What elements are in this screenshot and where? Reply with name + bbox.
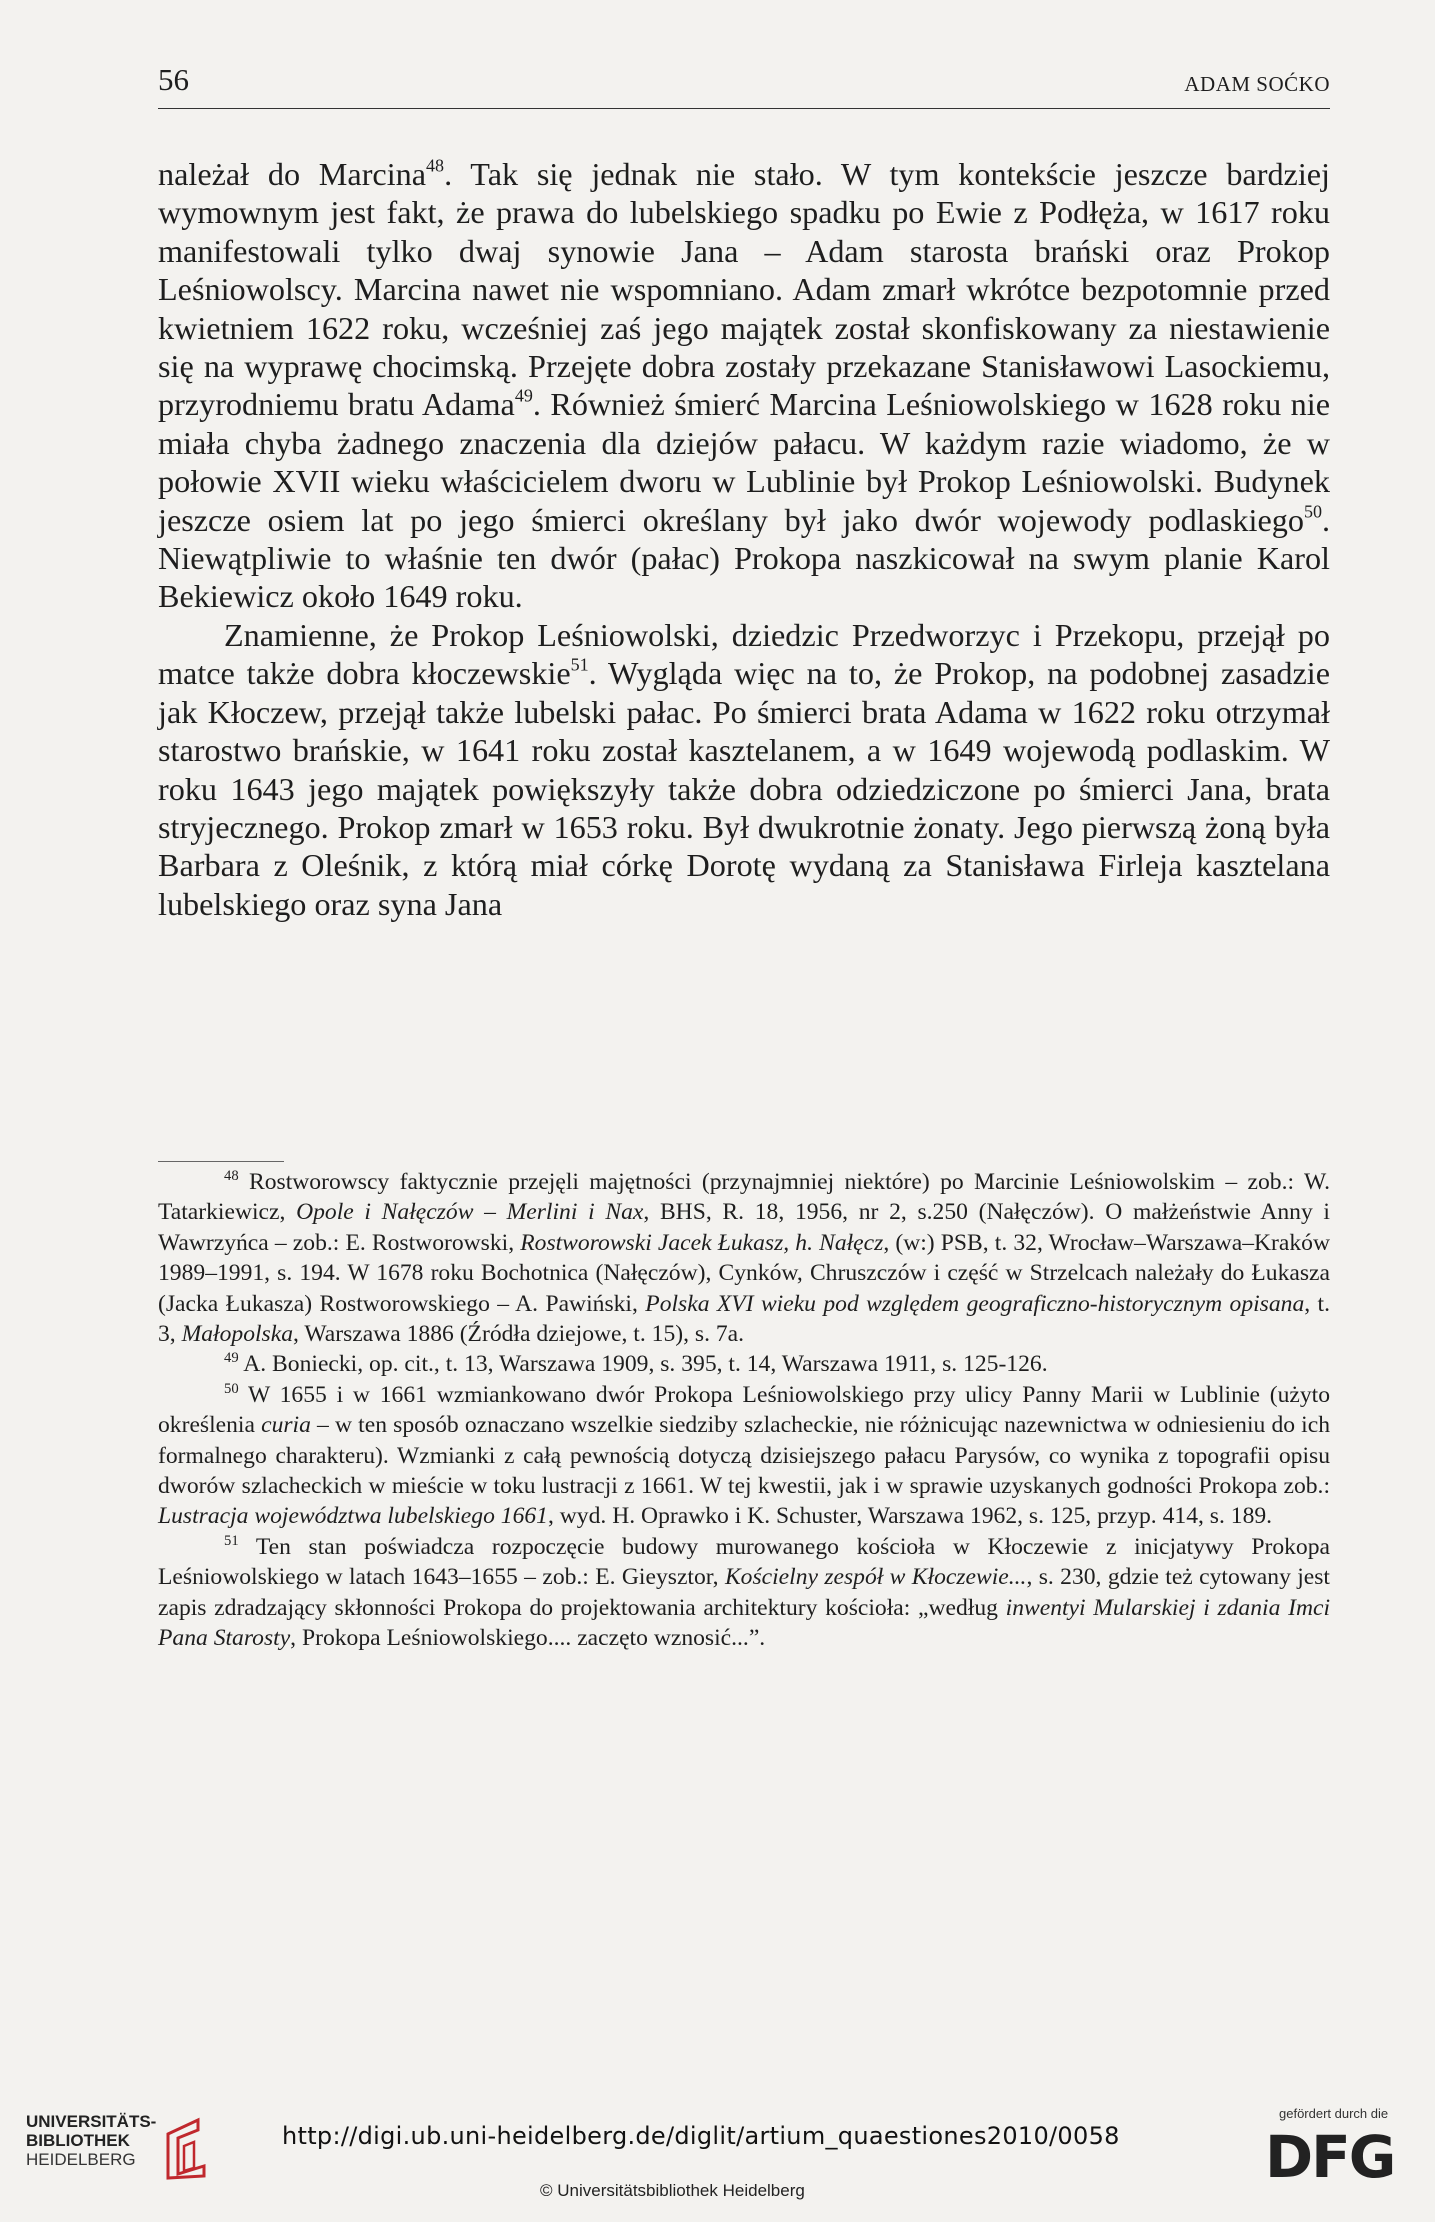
text-run: należał do Marcina: [158, 156, 427, 192]
text-run: , Prokopa Leśniowolskiego.... zaczęto wznosić...”.: [290, 1625, 766, 1652]
footnote-48: [158, 1167, 1330, 1349]
text-run: Ten stan poświadcza rozpoczęcie budowy murowanego kościoła w Kłoczewie z inicjatywy Prokopa Leśniowolskiego w latach 1643–1655 – zob.: E. Gieysztor,: [158, 1533, 1330, 1591]
footnote-marker: 50: [224, 1381, 239, 1398]
library-name-line-3: HEIDELBERG: [26, 2150, 136, 2169]
text-run: , s. 230, gdzie też cytowany jest zapis zdradzający skłonności Prokopa do projektowania architektury kościoła: „według: [158, 1564, 1330, 1621]
dfg-logo: DFG: [1265, 2123, 1395, 2191]
footnote-marker: 49: [224, 1350, 239, 1367]
text-run: – w ten sposób oznaczano wszelkie siedziby szlacheckie, nie różnicując nazewnictwa w odniesieniu do ich formalnego charakteru). Wzmianki z całą pewnością dotyczą dzisiejszego pałacu Parysów, co wynika z topografii opisu dworów szlacheckich w mieście w toku lustracji z 1661. W tej kwestii, jak i w sprawie uzyskanych godności Prokopa zob.:: [158, 1412, 1331, 1500]
text-run: Rostworowscy faktycznie przejęli majętności (przynajmniej niektóre) po Marcinie Leśniowolskim – zob.: W. Tatarkiewicz,: [158, 1169, 1330, 1226]
library-name-line-1: UNIVERSITÄTS-: [26, 2112, 157, 2131]
page-header: [158, 58, 1330, 109]
italic-text: Lustracja województwa lubelskiego 1661: [158, 1503, 548, 1530]
text-run: . Niewątpliwie to właśnie ten dwór (pałac) Prokopa naszkicował na swym planie Karol Bekiewicz około 1649 roku.: [158, 501, 1330, 615]
footnote-divider: [158, 1161, 284, 1162]
text-run: , t. 3,: [158, 1290, 1330, 1348]
footnotes: [158, 1167, 1330, 1654]
footnote-marker: 50: [1303, 501, 1322, 522]
footnote-51: [158, 1532, 1330, 1654]
italic-text: inwentyi Mularskiej i zdania Imci Pana Starosty: [158, 1594, 1331, 1652]
text-run: , wyd. H. Oprawko i K. Schuster, Warszawa 1962, s. 125, przyp. 414, s. 189.: [547, 1503, 1273, 1530]
source-url-link[interactable]: http://digi.ub.uni-heidelberg.de/diglit/artium_quaestiones2010/0058: [282, 2122, 1120, 2150]
italic-text: Małopolska: [181, 1321, 293, 1348]
footnote-marker: 51: [224, 1533, 239, 1550]
footnote-marker: 48: [224, 1168, 239, 1185]
library-mark-icon: [158, 2116, 210, 2182]
footnote-marker: 51: [570, 654, 589, 675]
italic-text: Rostworowski Jacek Łukasz, h. Nałęcz: [520, 1229, 884, 1256]
text-run: . Również śmierć Marcina Leśniowolskiego w 1628 roku nie miała chyba żadnego znaczenia dla dziejów pałacu. W każdym razie wiadomo, że w połowie XVII wieku właścicielem dworu w Lublinie był Prokop Leśniowolski. Budynek jeszcze osiem lat po jego śmierci określany był jako dwór wojewody podlaskiego: [158, 386, 1330, 538]
footnote-marker: 48: [426, 155, 445, 176]
dfg-caption: gefördert durch die: [1279, 2106, 1389, 2121]
text-run: . Wygląda więc na to, że Prokop, na podobnej zasadzie jak Kłoczew, przejął także lubelski pałac. Po śmierci brata Adama w 1622 roku otrzymał starostwo brańskie, w 1641 roku został kasztelanem, a w 1649 wojewodą podlaskim. W roku 1643 jego majątek powiększyły także dobra odziedziczone po śmierci Jana, brata stryjecznego. Prokop zmarł w 1653 roku. Był dwukrotnie żonaty. Jego pierwszą żoną była Barbara z Oleśnik, z którą miał córkę Dorotę wydaną za Stanisława Firleja kasztelana lubelskiego oraz syna Jana: [158, 655, 1331, 922]
main-text: [158, 155, 1330, 923]
text-run: , Warszawa 1886 (Źródła dziejowe, t. 15), s. 7a.: [293, 1321, 745, 1348]
text-run: Znamienne, że Prokop Leśniowolski, dziedzic Przedworzyc i Przekopu, przejął po matce także dobra kłoczewskie: [158, 616, 1330, 692]
university-library-logo[interactable]: [26, 2112, 226, 2184]
footnote-49: [158, 1349, 1330, 1379]
dfg-logo-block[interactable]: [1265, 2106, 1415, 2206]
paragraph-1: [158, 155, 1330, 616]
text-run: . Tak się jednak nie stało. W tym kontekście jeszcze bardziej wymownym jest fakt, że prawa do lubelskiego spadku po Ewie z Podłęża, w 1617 roku manifestowali tylko dwaj synowie Jana – Adam starosta brański oraz Prokop Leśniowolscy. Marcina nawet nie wspomniano. Adam zmarł wkrótce bezpotomnie przed kwietniem 1622 roku, wcześniej zaś jego majątek został skonfiskowany za niestawienie się na wyprawę chocimską. Przejęte dobra zostały przekazane Stanisławowi Lasockiemu, przyrodniemu bratu Adama: [158, 156, 1330, 423]
italic-text: Opole i Nałęczów – Merlini i Nax: [296, 1199, 644, 1226]
running-head: ADAM SOĆKO: [1184, 72, 1330, 96]
text-run: , BHS, R. 18, 1956, nr 2, s.250 (Nałęczów). O małżeństwie Anny i Wawrzyńca – zob.: E. Rostworowski,: [158, 1199, 1330, 1256]
footnote-marker: 49: [514, 385, 533, 406]
italic-text: Polska XVI wieku pod względem geograficzno-historycznym opisana: [645, 1290, 1305, 1317]
italic-text: curia: [261, 1412, 311, 1439]
italic-text: Kościelny zespół w Kłoczewie...: [724, 1564, 1027, 1591]
copyright-notice: © Universitätsbibliothek Heidelberg: [540, 2181, 805, 2200]
footnote-50: [158, 1380, 1330, 1532]
paragraph-2: [158, 616, 1330, 923]
text-run: , (w:) PSB, t. 32, Wrocław–Warszawa–Kraków 1989–1991, s. 194. W 1678 roku Bochotnica (Nałęczów), Cynków, Chruszczów i część w Strzelcach należały do Łukasza (Jacka Łukasza) Rostworowskiego – A. Pawiński,: [158, 1229, 1330, 1317]
library-name-line-2: BIBLIOTHEK: [26, 2131, 130, 2150]
page-number: 56: [158, 62, 189, 97]
text-run: W 1655 i w 1661 wzmiankowano dwór Prokopa Leśniowolskiego przy ulicy Panny Marii w Lublinie (użyto określenia: [158, 1381, 1330, 1439]
text-run: A. Boniecki, op. cit., t. 13, Warszawa 1909, s. 395, t. 14, Warszawa 1911, s. 125-126.: [238, 1351, 1048, 1378]
